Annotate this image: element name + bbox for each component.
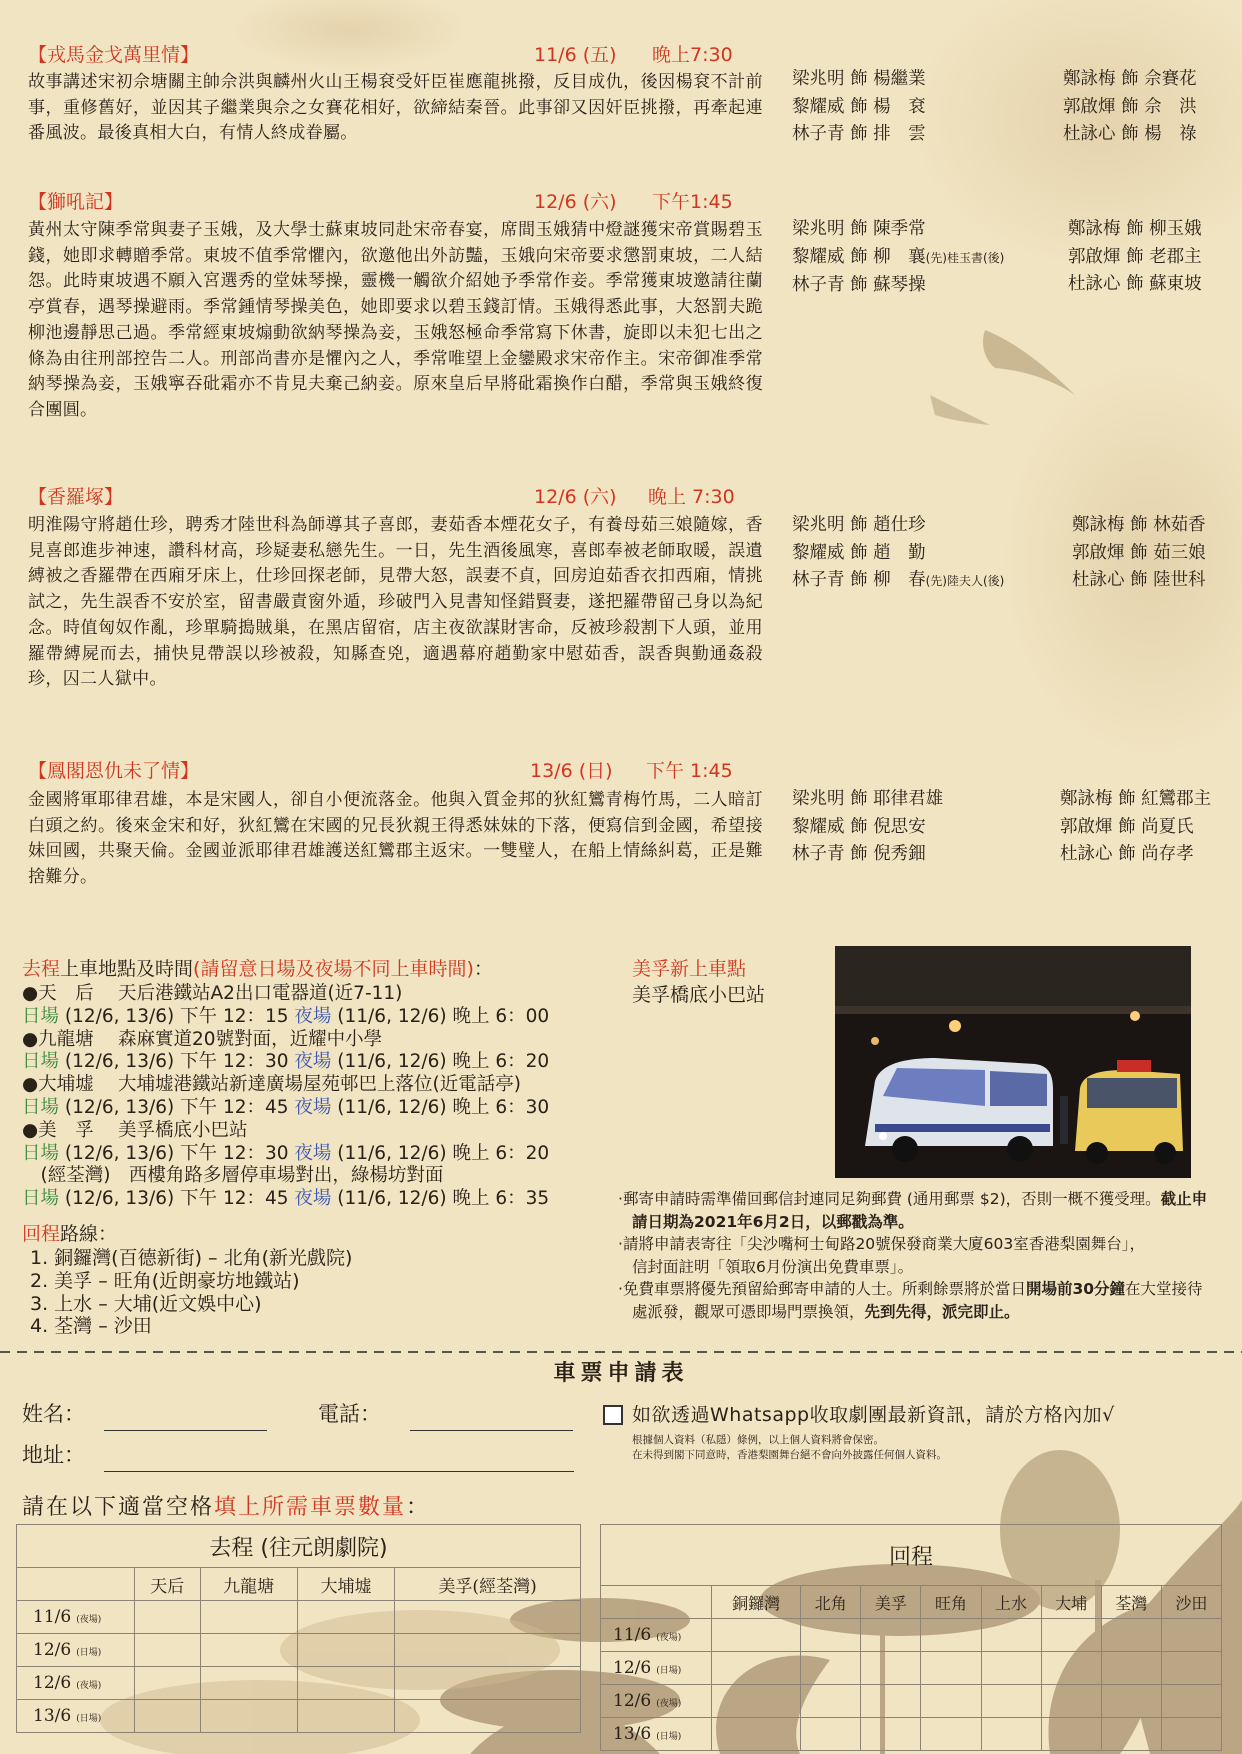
address-field[interactable] [104,1441,574,1472]
show-synopsis: 金國將軍耶律君雄，本是宋國人，卻自小便流落金。他與入質金邦的狄紅鸞青梅竹馬，二人暗訂白頭之約。後來金宋和好，狄紅鸞在宋國的兄長狄親王得悉妹妹的下落，便寫信到金國，希望接妹回國，共聚天倫。金國並派耶律君雄護送紅鸞郡主返宋。一雙璧人，在船上情絲糾葛，正是難捨難分。 [28,790,763,888]
table-row: 12/6 (日場) [601,1652,1222,1685]
cast-item: 林子青 飾 柳 春(先)陸夫人(後) [792,570,1005,590]
ticket-cell[interactable] [861,1619,921,1652]
cast-item: 鄭詠梅 飾 佘賽花 [1063,69,1197,89]
show-title: 【香羅塚】 [28,486,124,508]
column-header: 荃灣 [1101,1586,1161,1619]
bus-stop-name: ●九龍塘 森麻實道20號對面，近耀中小學 [22,1028,383,1050]
outbound-title: 去程 (往元朗劇院) [17,1525,581,1568]
return-route: 4. 荃灣 – 沙田 [30,1315,152,1338]
ticket-cell[interactable] [395,1700,581,1733]
phone-label: 電話： [318,1402,381,1426]
ticket-cell[interactable] [1101,1652,1161,1685]
column-header: 大埔 [1041,1586,1101,1619]
cast-item: 郭啟煇 飾 尚夏氏 [1060,816,1194,837]
ticket-cell[interactable] [297,1700,394,1733]
table-row: 12/6 (日場) [17,1634,581,1667]
ticket-cell[interactable] [921,1652,981,1685]
show-synopsis: 明淮陽守將趙仕珍，聘秀才陸世科為師導其子喜郎，妻茹香本煙花女子，有養母茹三娘隨嫁，香見喜郎進步神速，讚科材高，珍疑妻私戀先生。一日，先生酒後風寒，喜郎奉被老師取暖，誤遺縛被之香羅帶在西廂牙床上，仕珍回探老師，見帶大怒，誤妻不貞，回房迫茹香衣扣西廂，情挑試之，先生誤香不安於室，留書嚴責窗外遁，珍破門入見書知怪錯賢妻，遂把羅帶留己身以為紀念。時值匈奴作亂，珍單騎搗賊巢，在黑店留宿，店主夜欲謀財害命，反被珍殺割下人頭，並用羅帶縛屍而去，捕快見帶誤以珍被殺，知縣查兇，適遇幕府趙勤家中慰茹香，誤香與勤通姦殺珍，囚二人獄中。 [28,515,763,690]
cast-list-left [792,512,1004,596]
show-date: 12/6 (六) [534,191,617,213]
cast-item: 梁兆明 飾 趙仕珍 [792,515,926,535]
column-header: 大埔墟 [297,1568,394,1601]
ticket-cell[interactable] [712,1718,801,1751]
show-time: 晚上 7:30 [648,486,735,508]
ticket-cell[interactable] [200,1667,297,1700]
return-heading: 回程路線： [22,1223,118,1245]
bus-stop-times: 日場 (12/6, 13/6) 下午 12：30 夜場 (11/6, 12/6) 晚上 6：20 [22,1142,550,1164]
ticket-cell[interactable] [712,1652,801,1685]
note-item: ·郵寄申請時需準備回郵信封連同足夠郵費 (通用郵票 $2)，否則一概不獲受理。截止申請日期為2021年6月2日，以郵戳為準。 [618,1190,1208,1231]
ticket-cell[interactable] [297,1601,394,1634]
ticket-cell[interactable] [297,1634,394,1667]
ticket-cell[interactable] [1161,1685,1221,1718]
ticket-cell[interactable] [801,1685,861,1718]
ticket-cell[interactable] [1101,1619,1161,1652]
cast-item: 梁兆明 飾 耶律君雄 [792,789,944,809]
show-synopsis: 故事講述宋初佘塘關主帥佘洪與麟州火山王楊袞受奸臣崔應龍挑撥，反目成仇，後因楊袞不計前事，重修舊好，並因其子繼業與佘之女賽花相好，欲締結秦晉。此事卻又因奸臣挑撥，再牽起連番風波。最後真相大白，有情人終成眷屬。 [28,72,763,144]
whatsapp-label: 如欲透過Whatsapp收取劇團最新資訊，請於方格內加√ [632,1404,1115,1426]
bus-stop-times: 日場 (12/6, 13/6) 下午 12：45 夜場 (11/6, 12/6) 晚上 6：35 [22,1188,550,1210]
cast-item: 林子青 飾 排 雲 [792,124,926,144]
show-synopsis: 黃州太守陳季常與妻子玉娥，及大學士蘇東坡同赴宋帝春宴，席間玉娥猜中燈謎獲宋帝賞賜碧玉錢，她即求轉贈季常。東坡不值季常懼內，欲邀他出外訪豔，玉娥向宋帝要求懲罰東坡，二人結怨。此時東坡遇不願入宮選秀的堂妹琴操，靈機一觸欲介紹她予季常作妾。季常獲東坡邀請往蘭亭賞春，遇琴操避雨。季常鍾情琴操美色，她即要求以碧玉錢訂情。玉娥得悉此事，大怒罰夫跪柳池邊靜思己過。季常經東坡煽動欲納琴操為妾，玉娥怒極命季常寫下休書，旋即以未犯七出之條為由往刑部控告二人。刑部尚書亦是懼內之人，季常唯望上金鑾殿求宋帝作主。宋帝御准季常納琴操為妾，玉娥寧吞砒霜亦不肯見夫棄己納妾。原來皇后早將砒霜換作白醋，季常與玉娥終復合團圓。 [28,220,763,420]
ticket-cell[interactable] [395,1634,581,1667]
return-route: 2. 美孚 – 旺角(近朗豪坊地鐵站) [30,1269,300,1292]
return-route: 1. 銅鑼灣(百德新街) – 北角(新光戲院) [30,1247,353,1269]
cast-item: 郭啟煇 飾 茹三娘 [1072,542,1206,563]
whatsapp-checkbox[interactable] [603,1405,623,1425]
return-title: 回程 [601,1525,1222,1586]
ticket-cell[interactable] [395,1667,581,1700]
bird-icon [930,395,990,425]
ticket-cell[interactable] [861,1685,921,1718]
name-field[interactable] [104,1400,267,1431]
ticket-cell[interactable] [200,1634,297,1667]
privacy-note: 根據個人資料（私隱）條例，以上個人資料將會保密。 在未得到閣下同意時，香港梨園舞台絕不會向外披露任何個人資料。 [632,1434,947,1461]
cast-item: 杜詠心 飾 陸世科 [1072,570,1206,590]
cast-list-right [1068,216,1202,299]
ticket-cell[interactable] [921,1718,981,1751]
bus-stop-name: ●大埔墟 大埔墟港鐵站新達廣場屋苑邨巴上落位(近電話亭) [22,1074,521,1096]
ticket-cell[interactable] [801,1718,861,1751]
cast-item: 黎耀威 飾 倪思安 [792,816,926,837]
outbound-table [16,1524,581,1733]
ticket-cell[interactable] [801,1652,861,1685]
ticket-cell[interactable] [1041,1619,1101,1652]
ticket-cell[interactable] [135,1634,201,1667]
cast-item: 林子青 飾 倪秀鈿 [792,844,926,864]
return-route: 3. 上水 – 大埔(近文娛中心) [30,1292,262,1315]
ticket-cell[interactable] [981,1652,1041,1685]
fill-instruction: 請在以下適當空格填上所需車票數量： [22,1495,431,1520]
note-item: ·免費車票將優先預留給郵寄申請的人士。所剩餘票將於當日開場前30分鐘在大堂接待處派發，觀眾可憑即場門票換領，先到先得，派完即止。 [618,1280,1203,1321]
table-row: 13/6 (日場) [601,1718,1222,1751]
table-row: 13/6 (日場) [17,1700,581,1733]
ticket-cell[interactable] [135,1601,201,1634]
cast-item: 林子青 飾 蘇琴操 [792,275,926,295]
table-row: 11/6 (夜場) [601,1619,1222,1652]
name-label: 姓名： [22,1402,85,1426]
ticket-cell[interactable] [981,1619,1041,1652]
return-route-list [30,1247,352,1338]
ticket-cell[interactable] [981,1685,1041,1718]
cast-item: 黎耀威 飾 楊 袞 [792,96,926,117]
ticket-cell[interactable] [861,1652,921,1685]
address-label: 地址： [22,1443,85,1467]
ticket-cell[interactable] [1101,1685,1161,1718]
show-time: 下午1:45 [652,191,733,213]
ticket-cell[interactable] [1161,1619,1221,1652]
ticket-cell[interactable] [1161,1718,1221,1751]
cast-item: 杜詠心 飾 尚存孝 [1060,844,1194,864]
column-header: 九龍塘 [200,1568,297,1601]
column-header: 美孚(經荃灣) [395,1568,581,1601]
new-stop-label: 美孚新上車點 美孚橋底小巴站 [632,958,766,1006]
cast-item: 郭啟煇 飾 老郡主 [1068,246,1202,267]
cast-list-right [1063,66,1197,149]
bus-stop-times: 日場 (12/6, 13/6) 下午 12：30 夜場 (11/6, 12/6) 晚上 6：20 [22,1051,550,1073]
ticket-cell[interactable] [1161,1652,1221,1685]
column-header: 旺角 [921,1586,981,1619]
bus-stop-name: (經荃灣) 西樓角路多層停車場對出，綠楊坊對面 [22,1165,444,1187]
notes-list [618,1188,1218,1323]
cast-item: 郭啟煇 飾 佘 洪 [1063,96,1197,117]
note-item: ·請將申請表寄往「尖沙嘴柯士甸路20號保發商業大廈603室香港梨園舞台」， 信封面註明「領取6月份演出免費車票」。 [618,1235,1145,1276]
ticket-cell[interactable] [395,1601,581,1634]
ticket-cell[interactable] [712,1619,801,1652]
cast-item: 杜詠心 飾 楊 祿 [1063,124,1197,144]
column-header: 上水 [981,1586,1041,1619]
return-table [600,1524,1222,1751]
ticket-cell[interactable] [200,1700,297,1733]
column-header: 天后 [135,1568,201,1601]
ticket-cell[interactable] [712,1685,801,1718]
show-title: 【鳳閣恩仇未了情】 [28,760,200,782]
cast-list-left [792,216,1004,300]
column-header: 沙田 [1161,1586,1221,1619]
ticket-cell[interactable] [135,1700,201,1733]
show-time: 晚上7:30 [652,44,733,66]
bus-stop-times: 日場 (12/6, 13/6) 下午 12：45 夜場 (11/6, 12/6) 晚上 6：30 [22,1096,550,1118]
show-title: 【獅吼記】 [28,191,124,213]
phone-field[interactable] [410,1400,573,1431]
form-title: 車票申請表 [553,1361,689,1386]
cast-item: 杜詠心 飾 蘇東坡 [1068,274,1202,294]
show-date: 12/6 (六) [534,486,617,508]
bus-stop-photo [835,946,1191,1178]
bus-stop-list [22,983,549,1211]
cast-list-right [1060,786,1211,869]
cast-item: 鄭詠梅 飾 林茹香 [1072,515,1206,535]
ticket-cell[interactable] [135,1667,201,1700]
cast-list-left [792,66,926,149]
cast-item: 鄭詠梅 飾 柳玉娥 [1068,219,1202,239]
bus-heading: 去程上車地點及時間(請留意日場及夜場不同上車時間)： [22,958,493,980]
ticket-cell[interactable] [1041,1685,1101,1718]
ticket-cell[interactable] [981,1718,1041,1751]
bus-stop-times: 日場 (12/6, 13/6) 下午 12：15 夜場 (11/6, 12/6) 晚上 6：00 [22,1005,550,1027]
table-row: 11/6 (夜場) [17,1601,581,1634]
column-header: 美孚 [861,1586,921,1619]
cast-list-right [1072,512,1206,595]
column-header: 銅鑼灣 [712,1586,801,1619]
ticket-cell[interactable] [297,1667,394,1700]
ticket-cell[interactable] [921,1685,981,1718]
cast-item: 鄭詠梅 飾 紅鸞郡主 [1060,789,1212,809]
show-time: 下午 1:45 [646,760,733,782]
ticket-cell[interactable] [861,1718,921,1751]
cast-item: 梁兆明 飾 楊繼業 [792,69,926,89]
ticket-cell[interactable] [801,1619,861,1652]
cast-item: 黎耀威 飾 趙 勤 [792,542,926,563]
bird-icon [983,330,1075,395]
column-header: 北角 [801,1586,861,1619]
ticket-cell[interactable] [1041,1652,1101,1685]
show-date: 11/6 (五) [534,44,617,66]
ticket-cell[interactable] [1041,1718,1101,1751]
ticket-cell[interactable] [921,1619,981,1652]
ticket-cell[interactable] [200,1601,297,1634]
cast-item: 梁兆明 飾 陳季常 [792,219,926,239]
cast-item: 黎耀威 飾 柳 襄(先)桂玉書(後) [792,246,1005,267]
show-title: 【戎馬金戈萬里情】 [28,44,200,66]
cast-list-left [792,786,943,869]
show-date: 13/6 (日) [530,760,613,782]
bus-stop-name: ●天 后 天后港鐵站A2出口電器道(近7-11) [22,983,403,1004]
ticket-cell[interactable] [1101,1718,1161,1751]
table-row: 12/6 (夜場) [601,1685,1222,1718]
table-row: 12/6 (夜場) [17,1667,581,1700]
bus-stop-name: ●美 孚 美孚橋底小巴站 [22,1119,248,1141]
